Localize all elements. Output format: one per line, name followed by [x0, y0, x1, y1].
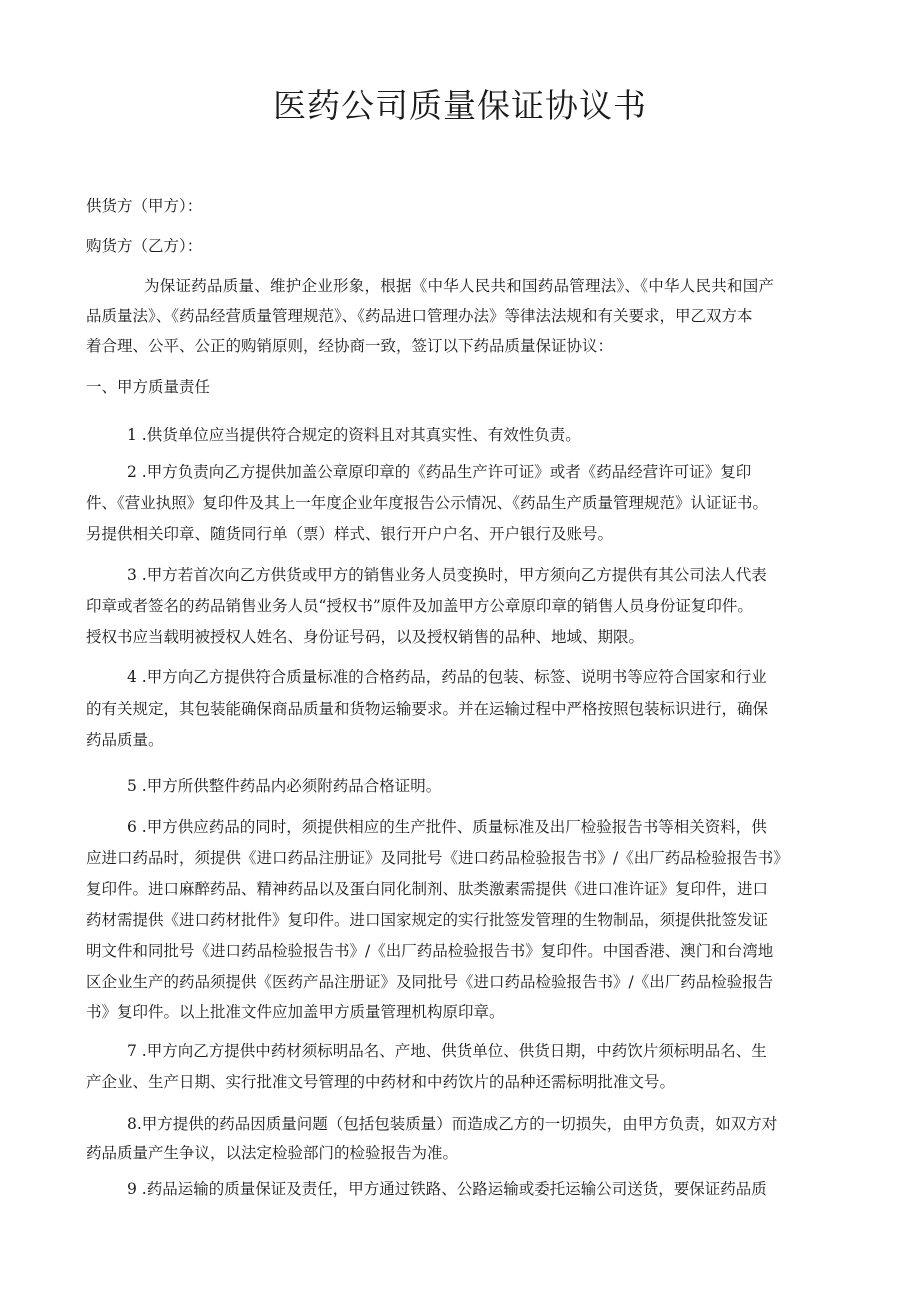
clause-line: 产企业、生产日期、实行批准文号管理的中药材和中药饮片的品种还需标明批准文号。 — [86, 1073, 676, 1091]
clause-line: 书》复印件。以上批准文件应加盖甲方质量管理机构原印章。 — [86, 1003, 505, 1021]
preamble-line: 为保证药品质量、维护企业形象，根据《中华人民共和国药品管理法》、《中华人民共和国产 — [144, 277, 775, 295]
clause-line: 区企业生产的药品须提供《医药产品注册证》及同批号《进口药品检验报告书》/《出厂药品检验报告 — [86, 973, 774, 991]
purchaser-party-line: 购货方（乙方）： — [86, 237, 203, 255]
clause-line: 5 .甲方所供整件药品内必须附药品合格证明。 — [127, 777, 442, 795]
clause-line: 4 .甲方向乙方提供符合质量标准的合格药品，药品的包装、标签、说明书等应符合国家和行业 — [127, 668, 767, 686]
clause-line: 药材需提供《进口药材批件》复印件。进口国家规定的实行批签发管理的生物制品，须提供批签发证 — [86, 911, 769, 929]
clause-line: 9 .药品运输的质量保证及责任，甲方通过铁路、公路运输或委托运输公司送货，要保证药品质 — [127, 1180, 767, 1198]
clause-line: 的有关规定，其包装能确保商品质量和货物运输要求。并在运输过程中严格按照包装标识进行，确保 — [86, 700, 769, 718]
supplier-party-line: 供货方（甲方）： — [86, 197, 203, 215]
clause-line: 复印件。进口麻醉药品、精神药品以及蛋白同化制剂、肽类激素需提供《进口准许证》复印件，进口 — [86, 880, 769, 898]
clause-line: 件、《营业执照》复印件及其上一年度企业年度报告公示情况、《药品生产质量管理规范》认证证书。 — [86, 494, 769, 512]
document-title: 医药公司质量保证协议书 — [273, 86, 647, 125]
clause-line: 授权书应当载明被授权人姓名、身份证号码，以及授权销售的品种、地域、期限。 — [86, 628, 645, 646]
clause-line: 8.甲方提供的药品因质量问题（包括包装质量）而造成乙方的一切损失，由甲方负责，如双方对 — [127, 1115, 778, 1133]
clause-line: 药品质量。 — [86, 731, 164, 749]
section-heading: 一、甲方质量责任 — [86, 378, 211, 396]
clause-line: 另提供相关印章、随货同行单（票）样式、银行开户户名、开户银行及账号。 — [86, 525, 614, 543]
clause-line: 3 .甲方若首次向乙方供货或甲方的销售业务人员变换时，甲方须向乙方提供有其公司法人代表 — [127, 566, 767, 584]
clause-line: 1 .供货单位应当提供符合规定的资料且对其真实性、有效性负责。 — [127, 426, 581, 444]
preamble-line: 品质量法》、《药品经营质量管理规范》、《药品进口管理办法》等律法法规和有关要求，甲乙双方本 — [86, 307, 753, 325]
clause-line: 6 .甲方供应药品的同时，须提供相应的生产批件、质量标准及出厂检验报告书等相关资料，供 — [127, 818, 767, 836]
clause-line: 应进口药品时，须提供《进口药品注册证》及同批号《进口药品检验报告书》/《出厂药品检验报告书》 — [86, 849, 789, 867]
clause-line: 药品质量产生争议，以法定检验部门的检验报告为准。 — [86, 1144, 459, 1162]
clause-line: 明文件和同批号《进口药品检验报告书》/《出厂药品检验报告书》复印件。中国香港、澳门和台湾地 — [86, 942, 774, 960]
clause-line: 2 .甲方负责向乙方提供加盖公章原印章的《药品生产许可证》或者《药品经营许可证》复印 — [127, 463, 752, 481]
clause-line: 7 .甲方向乙方提供中药材须标明品名、产地、供货单位、供货日期，中药饮片须标明品名、生 — [127, 1042, 767, 1060]
preamble-line: 着合理、公平、公正的购销原则，经协商一致，签订以下药品质量保证协议： — [86, 337, 614, 355]
clause-line: 印章或者签名的药品销售业务人员“授权书”原件及加盖甲方公章原印章的销售人员身份证复印件。 — [86, 597, 753, 615]
